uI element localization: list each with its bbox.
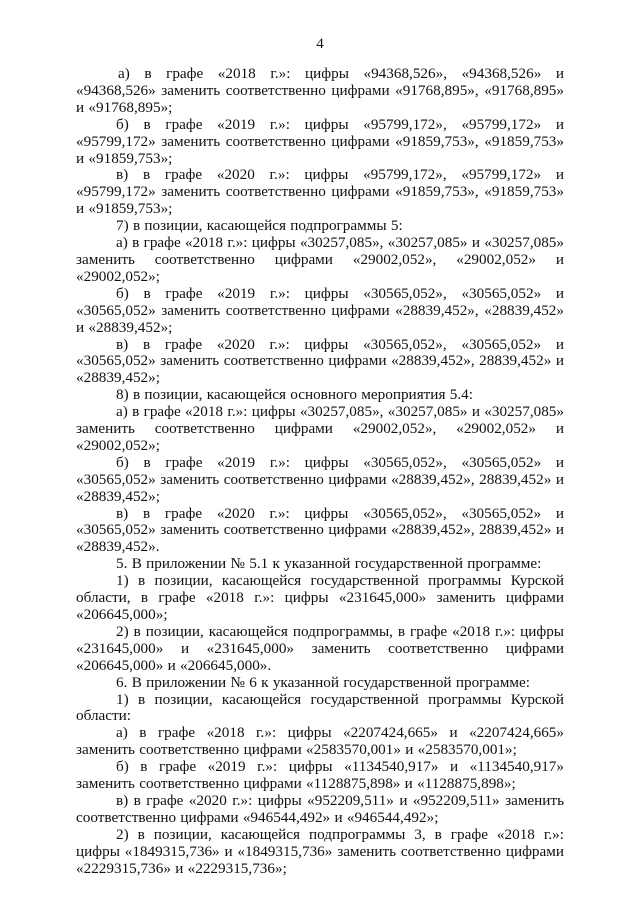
paragraph-section-6: 6. В приложении № 6 к указанной государственной программе: [116, 673, 530, 691]
page-number: 4 [316, 36, 324, 52]
paragraph-item-8-b: б) в графе «2019 г.»: цифры «30565,052», «30565,052» и «30565,052» заменить соответственно цифрами «28839,452», 28839,452» и «28839,452»; [76, 453, 564, 505]
paragraph-section-5-1: 1) в позиции, касающейся государственной программы Курской области, в графе «2018 г.»: цифры «231645,000» заменить цифрами «206645,000»; [76, 572, 564, 623]
paragraph-section-5: 5. В приложении № 5.1 к указанной государственной программе: [116, 555, 542, 573]
paragraph-item-7-b: б) в графе «2019 г.»: цифры «30565,052», «30565,052» и «30565,052» заменить соответственно цифрами «28839,452», «28839,452» и «28839,452»; [76, 284, 564, 336]
paragraph-section-6-1-b: б) в графе «2019 г.»: цифры «1134540,917» и «1134540,917» заменить соответственно цифрами «1128875,898» и «1128875,898»; [76, 758, 564, 793]
paragraph-item-8-a: а) в графе «2018 г.»: цифры «30257,085», «30257,085» и «30257,085» заменить соответственно цифрами «29002,052», «29002,052» и «29002,052»; [76, 403, 564, 454]
paragraph-2020-replace-c: в) в графе «2020 г.»: цифры «95799,172», «95799,172» и «95799,172» заменить соответственно цифрами «91859,753», «91859,753» и «91859,753»; [76, 166, 564, 218]
paragraph-section-6-1-a: а) в графе «2018 г.»: цифры «2207424,665» и «2207424,665» заменить соответственно цифрами «2583570,001» и «2583570,001»; [76, 724, 564, 759]
paragraph-item-8: 8) в позиции, касающейся основного мероприятия 5.4: [116, 386, 473, 404]
paragraph-section-6-2: 2) в позиции, касающейся подпрограммы 3, в графе «2018 г.»: цифры «1849315,736» и «1849315,736» заменить соответственно цифрами «2229315,736» и «2229315,736»; [76, 825, 564, 877]
paragraph-item-8-c: в) в графе «2020 г.»: цифры «30565,052», «30565,052» и «30565,052» заменить соответственно цифрами «28839,452», 28839,452» и «28839,452». [76, 504, 564, 556]
paragraph-section-5-2: 2) в позиции, касающейся подпрограммы, в графе «2018 г.»: цифры «231645,000» и «231645,000» заменить соответственно цифрами «206645,000» и «206645,000». [76, 622, 564, 674]
paragraph-item-7-c: в) в графе «2020 г.»: цифры «30565,052», «30565,052» и «30565,052» заменить соответственно цифрами «28839,452», 28839,452» и «28839,452»; [76, 335, 564, 387]
paragraph-item-7-a: а) в графе «2018 г.»: цифры «30257,085», «30257,085» и «30257,085» заменить соответственно цифрами «29002,052», «29002,052» и «29002,052»; [76, 234, 564, 285]
paragraph-2019-replace-b: б) в графе «2019 г.»: цифры «95799,172», «95799,172» и «95799,172» заменить соответственно цифрами «91859,753», «91859,753» и «91859,753»; [76, 115, 564, 167]
document-body [76, 66, 564, 878]
paragraph-section-6-1-c: в) в графе «2020 г.»: цифры «952209,511» и «952209,511» заменить соответственно цифрами «946544,492» и «946544,492»; [76, 791, 564, 826]
paragraph-section-6-1: 1) в позиции, касающейся государственной программы Курской области: [76, 690, 564, 725]
paragraph-item-7: 7) в позиции, касающейся подпрограммы 5: [116, 217, 403, 235]
paragraph-2018-replace-a: а) в графе «2018 г.»: цифры «94368,526», «94368,526» и «94368,526» заменить соответственно цифрами «91768,895», «91768,895» и «91768,895»; [76, 65, 564, 116]
